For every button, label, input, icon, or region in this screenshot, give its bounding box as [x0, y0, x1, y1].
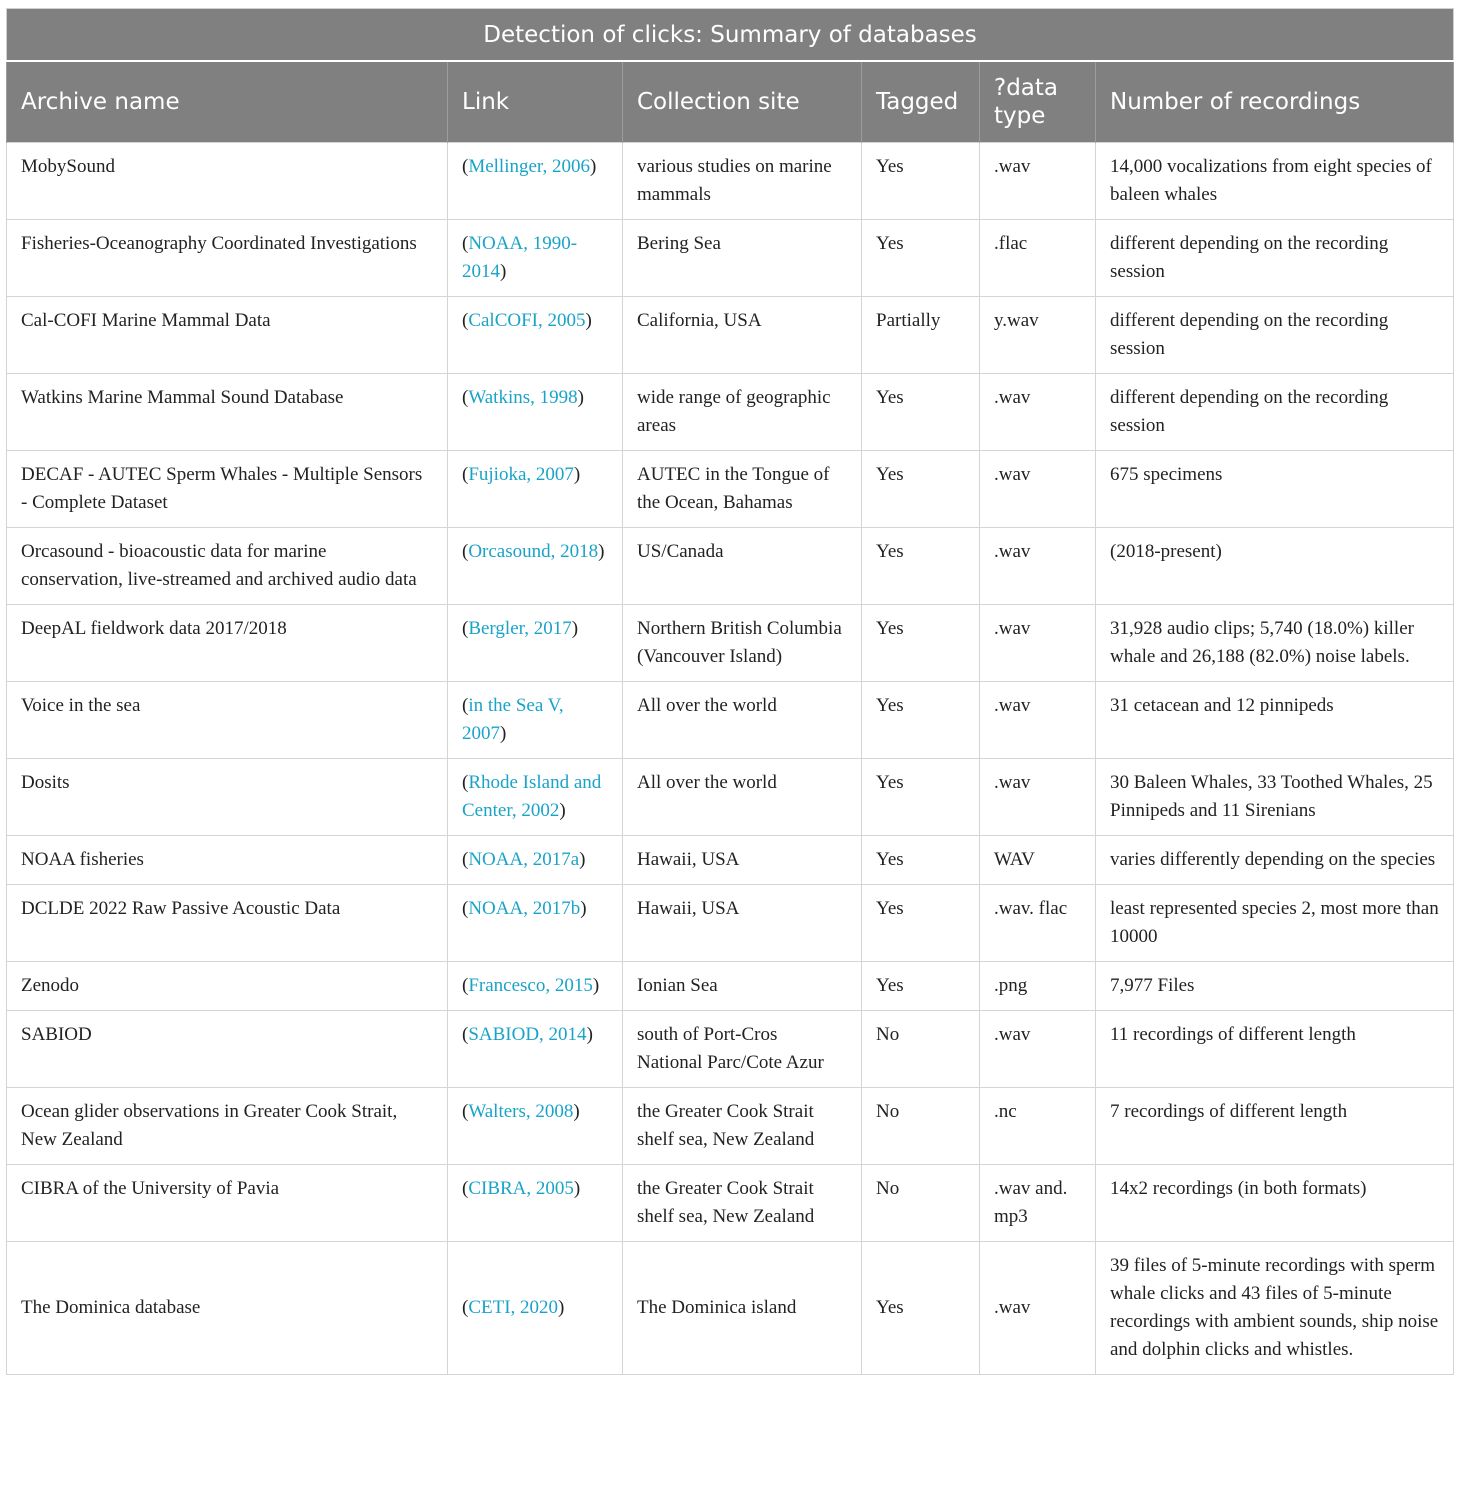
table-row: [7, 297, 1454, 374]
column-header-collection-site: Collection site: [623, 61, 862, 143]
tagged-cell: Yes: [862, 836, 980, 885]
data-type-cell: .wav: [980, 1242, 1096, 1375]
tagged-cell: Yes: [862, 605, 980, 682]
citation-link[interactable]: CalCOFI, 2005: [468, 310, 586, 331]
data-type-cell: .wav and. mp3: [980, 1165, 1096, 1242]
table-row: [7, 528, 1454, 605]
number-of-recordings-cell: different depending on the recording session: [1096, 297, 1454, 374]
archive-name-cell: Zenodo: [7, 962, 448, 1011]
collection-site-cell: wide range of geographic areas: [623, 374, 862, 451]
tagged-cell: Yes: [862, 682, 980, 759]
tagged-cell: Yes: [862, 143, 980, 220]
number-of-recordings-cell: different depending on the recording session: [1096, 374, 1454, 451]
collection-site-cell: Bering Sea: [623, 220, 862, 297]
collection-site-cell: various studies on marine mammals: [623, 143, 862, 220]
tagged-cell: Yes: [862, 885, 980, 962]
archive-name-cell: Voice in the sea: [7, 682, 448, 759]
data-type-cell: .wav: [980, 682, 1096, 759]
archive-name-cell: DeepAL fieldwork data 2017/2018: [7, 605, 448, 682]
table-row: [7, 1165, 1454, 1242]
archive-name-cell: MobySound: [7, 143, 448, 220]
citation-link[interactable]: CIBRA, 2005: [468, 1178, 574, 1199]
data-type-cell: .wav: [980, 1011, 1096, 1088]
collection-site-cell: Hawaii, USA: [623, 885, 862, 962]
data-type-cell: .wav: [980, 374, 1096, 451]
table-body: [7, 143, 1454, 1375]
database-summary-table-wrapper: [6, 8, 1453, 1375]
archive-name-cell: DECAF - AUTEC Sperm Whales - Multiple Sensors - Complete Dataset: [7, 451, 448, 528]
archive-name-cell: NOAA fisheries: [7, 836, 448, 885]
citation-link[interactable]: Walters, 2008: [468, 1101, 574, 1122]
data-type-cell: .flac: [980, 220, 1096, 297]
number-of-recordings-cell: 14x2 recordings (in both formats): [1096, 1165, 1454, 1242]
column-header-link: Link: [448, 61, 623, 143]
table-row: [7, 682, 1454, 759]
citation-link[interactable]: Rhode Island and Center, 2002: [462, 772, 602, 821]
table-row: [7, 374, 1454, 451]
citation-link[interactable]: Watkins, 1998: [468, 387, 578, 408]
table-row: [7, 836, 1454, 885]
number-of-recordings-cell: 7,977 Files: [1096, 962, 1454, 1011]
archive-name-cell: SABIOD: [7, 1011, 448, 1088]
link-cell: (Rhode Island and Center, 2002): [448, 759, 623, 836]
tagged-cell: No: [862, 1088, 980, 1165]
tagged-cell: No: [862, 1165, 980, 1242]
table-row: [7, 451, 1454, 528]
link-cell: (NOAA, 2017b): [448, 885, 623, 962]
citation-link[interactable]: SABIOD, 2014: [468, 1024, 587, 1045]
data-type-cell: .wav: [980, 451, 1096, 528]
data-type-cell: .wav: [980, 759, 1096, 836]
number-of-recordings-cell: 675 specimens: [1096, 451, 1454, 528]
citation-link[interactable]: in the Sea V, 2007: [462, 695, 564, 744]
archive-name-cell: Dosits: [7, 759, 448, 836]
archive-name-cell: Cal-COFI Marine Mammal Data: [7, 297, 448, 374]
archive-name-cell: Ocean glider observations in Greater Cook Strait, New Zealand: [7, 1088, 448, 1165]
citation-link[interactable]: NOAA, 2017a: [468, 849, 580, 870]
number-of-recordings-cell: 30 Baleen Whales, 33 Toothed Whales, 25 Pinnipeds and 11 Sirenians: [1096, 759, 1454, 836]
archive-name-cell: DCLDE 2022 Raw Passive Acoustic Data: [7, 885, 448, 962]
column-header-data-type: ?data type: [980, 61, 1096, 143]
citation-link[interactable]: Francesco, 2015: [468, 975, 593, 996]
link-cell: (NOAA, 1990-2014): [448, 220, 623, 297]
number-of-recordings-cell: 14,000 vocalizations from eight species of baleen whales: [1096, 143, 1454, 220]
table-row: [7, 143, 1454, 220]
citation-link[interactable]: Mellinger, 2006: [468, 156, 590, 177]
number-of-recordings-cell: 39 files of 5-minute recordings with sperm whale clicks and 43 files of 5-minute recordings with ambient sounds, ship noise and dolphin clicks and whistles.: [1096, 1242, 1454, 1375]
data-type-cell: .nc: [980, 1088, 1096, 1165]
collection-site-cell: All over the world: [623, 682, 862, 759]
citation-link[interactable]: Bergler, 2017: [468, 618, 572, 639]
link-cell: (Fujioka, 2007): [448, 451, 623, 528]
table-row: [7, 220, 1454, 297]
link-cell: (Watkins, 1998): [448, 374, 623, 451]
collection-site-cell: Hawaii, USA: [623, 836, 862, 885]
number-of-recordings-cell: 11 recordings of different length: [1096, 1011, 1454, 1088]
database-summary-table: [6, 8, 1454, 1375]
tagged-cell: Partially: [862, 297, 980, 374]
collection-site-cell: US/Canada: [623, 528, 862, 605]
number-of-recordings-cell: (2018-present): [1096, 528, 1454, 605]
number-of-recordings-cell: 31,928 audio clips; 5,740 (18.0%) killer whale and 26,188 (82.0%) noise labels.: [1096, 605, 1454, 682]
collection-site-cell: The Dominica island: [623, 1242, 862, 1375]
column-header-archive-name: Archive name: [7, 61, 448, 143]
data-type-cell: .wav: [980, 528, 1096, 605]
column-header-tagged: Tagged: [862, 61, 980, 143]
archive-name-cell: Orcasound - bioacoustic data for marine conservation, live-streamed and archived audio data: [7, 528, 448, 605]
link-cell: (CIBRA, 2005): [448, 1165, 623, 1242]
link-cell: (in the Sea V, 2007): [448, 682, 623, 759]
citation-link[interactable]: Fujioka, 2007: [468, 464, 574, 485]
number-of-recordings-cell: 31 cetacean and 12 pinnipeds: [1096, 682, 1454, 759]
table-row: [7, 1011, 1454, 1088]
data-type-cell: y.wav: [980, 297, 1096, 374]
link-cell: (SABIOD, 2014): [448, 1011, 623, 1088]
data-type-cell: WAV: [980, 836, 1096, 885]
table-header-row: [7, 61, 1454, 143]
number-of-recordings-cell: 7 recordings of different length: [1096, 1088, 1454, 1165]
tagged-cell: Yes: [862, 1242, 980, 1375]
link-cell: (Francesco, 2015): [448, 962, 623, 1011]
data-type-cell: .png: [980, 962, 1096, 1011]
table-row: [7, 605, 1454, 682]
archive-name-cell: Watkins Marine Mammal Sound Database: [7, 374, 448, 451]
table-title: Detection of clicks: Summary of databases: [7, 9, 1454, 62]
collection-site-cell: the Greater Cook Strait shelf sea, New Zealand: [623, 1088, 862, 1165]
link-cell: (CalCOFI, 2005): [448, 297, 623, 374]
tagged-cell: Yes: [862, 528, 980, 605]
number-of-recordings-cell: varies differently depending on the species: [1096, 836, 1454, 885]
archive-name-cell: CIBRA of the University of Pavia: [7, 1165, 448, 1242]
table-row: [7, 1242, 1454, 1375]
tagged-cell: Yes: [862, 374, 980, 451]
tagged-cell: Yes: [862, 962, 980, 1011]
collection-site-cell: California, USA: [623, 297, 862, 374]
link-cell: (NOAA, 2017a): [448, 836, 623, 885]
citation-link[interactable]: CETI, 2020: [468, 1297, 559, 1318]
link-cell: (Bergler, 2017): [448, 605, 623, 682]
citation-link[interactable]: Orcasound, 2018: [468, 541, 599, 562]
collection-site-cell: All over the world: [623, 759, 862, 836]
link-cell: (Walters, 2008): [448, 1088, 623, 1165]
table-row: [7, 759, 1454, 836]
data-type-cell: .wav: [980, 605, 1096, 682]
number-of-recordings-cell: different depending on the recording session: [1096, 220, 1454, 297]
link-cell: (CETI, 2020): [448, 1242, 623, 1375]
column-header-number-of-recordings: Number of recordings: [1096, 61, 1454, 143]
collection-site-cell: south of Port-Cros National Parc/Cote Azur: [623, 1011, 862, 1088]
archive-name-cell: The Dominica database: [7, 1242, 448, 1375]
link-cell: (Mellinger, 2006): [448, 143, 623, 220]
collection-site-cell: Ionian Sea: [623, 962, 862, 1011]
citation-link[interactable]: NOAA, 2017b: [468, 898, 581, 919]
archive-name-cell: Fisheries-Oceanography Coordinated Investigations: [7, 220, 448, 297]
collection-site-cell: AUTEC in the Tongue of the Ocean, Bahamas: [623, 451, 862, 528]
tagged-cell: No: [862, 1011, 980, 1088]
tagged-cell: Yes: [862, 220, 980, 297]
table-row: [7, 962, 1454, 1011]
table-row: [7, 885, 1454, 962]
data-type-cell: .wav: [980, 143, 1096, 220]
link-cell: (Orcasound, 2018): [448, 528, 623, 605]
collection-site-cell: Northern British Columbia (Vancouver Island): [623, 605, 862, 682]
table-row: [7, 1088, 1454, 1165]
tagged-cell: Yes: [862, 759, 980, 836]
citation-link[interactable]: NOAA, 1990-2014: [462, 233, 578, 282]
collection-site-cell: the Greater Cook Strait shelf sea, New Zealand: [623, 1165, 862, 1242]
number-of-recordings-cell: least represented species 2, most more than 10000: [1096, 885, 1454, 962]
data-type-cell: .wav. flac: [980, 885, 1096, 962]
tagged-cell: Yes: [862, 451, 980, 528]
